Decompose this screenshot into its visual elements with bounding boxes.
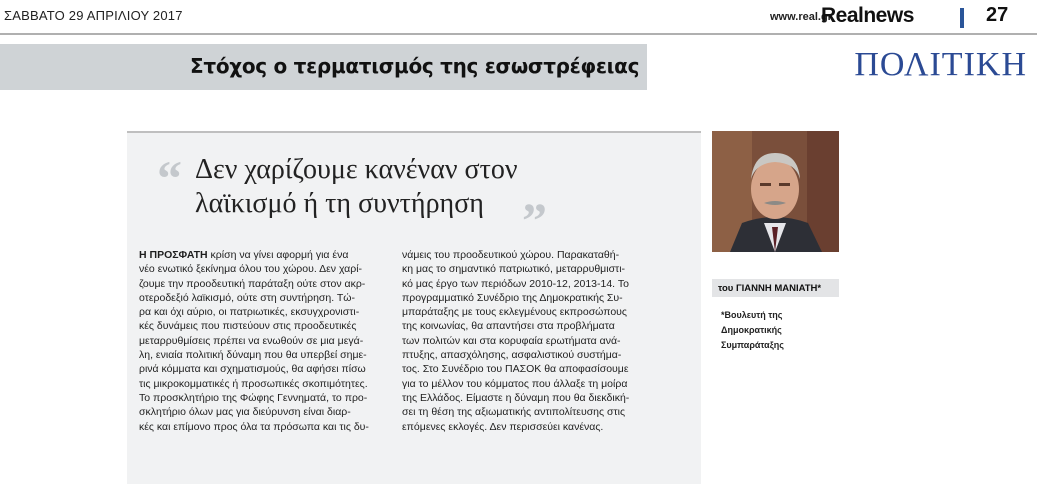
col2-line: μπαράταξης με τους εκλεγμένους εκπροσώπους	[402, 306, 627, 319]
brand-separator	[960, 8, 964, 28]
pull-quote-line-1: Δεν χαρίζουμε κανέναν στον	[195, 154, 518, 185]
col2-line: σει τη θέση της αξιωματικής αντιπολίτευσης στις	[402, 406, 626, 419]
article-column-1	[139, 248, 381, 434]
section-label-box	[647, 44, 1037, 90]
col1-line: ρα και όχι αύριο, οι πατριωτικές, εκσυγχρονιστι-	[139, 306, 360, 319]
issue-date: ΣΑΒΒΑΤΟ 29 ΑΠΡΙΛΙΟΥ 2017	[4, 8, 183, 23]
brand-rest: news	[863, 4, 914, 27]
col1-line: σκλητήριο όλων μας για διεύρυνση είναι διαρ-	[139, 406, 351, 419]
site-url[interactable]: www.real.gr	[770, 11, 832, 23]
col2-line: της κοινωνίας, θα απαντήσει στα προβλήματα	[402, 320, 615, 333]
role-line-3: Συμπαράταξης	[721, 340, 784, 350]
col2-line: επόμενες εκλογές. Δεν περισσεύει κανένας.	[402, 420, 604, 433]
header-rule	[0, 33, 1037, 35]
col2-line: της Ελλάδος. Είμαστε η δύναμη που θα διεκδική-	[402, 391, 630, 404]
col1-line: μεταρρυθμίσεις πρέπει να ενωθούν σε μια μεγά-	[139, 334, 364, 347]
col2-line: κη μας το σημαντικό πατριωτικό, μεταρρυθμιστι-	[402, 263, 626, 276]
col1-line: κές και επίμονο προς όλα τα πρόσωπα και τις δυ-	[139, 420, 369, 433]
col1-line: τις μικροκομματικές ή προσωπικές σκοπιμότητες.	[139, 377, 368, 390]
author-role	[721, 308, 831, 353]
brand-logo	[821, 4, 914, 28]
section-label: ΠΟΛΙΤΙΚΗ	[854, 46, 1027, 83]
col1-line: κές δυνάμεις που πιστεύουν στις προοδευτικές	[139, 320, 357, 333]
col1-line: οτεροδεξιό λαϊκισμό, ούτε στη συντήρηση. Τώ-	[139, 291, 355, 304]
col2-line: πτυξης, απασχόλησης, ασφαλιστικού συστήμα-	[402, 349, 622, 362]
page-number: 27	[986, 4, 1009, 26]
col1-line: ζουμε την προοδευτική παράταξη ούτε στον ακρ-	[139, 277, 366, 290]
role-line-1: *Βουλευτή της	[721, 310, 783, 320]
col1-line: Η ΠΡΟΣΦΑΤΗ κρίση να γίνει αφορμή για ένα	[139, 249, 349, 261]
article-box	[127, 131, 701, 484]
section-title: Στόχος ο τερματισμός της εσωστρέφειας	[190, 54, 640, 78]
quote-close-icon: ”	[522, 192, 547, 248]
col1-line: ρινά κόμματα και σχηματισμούς, θα αφήσει πίσω	[139, 363, 366, 376]
lead-word: Η ΠΡΟΣΦΑΤΗ	[139, 249, 208, 261]
brand-bold: Real	[821, 4, 864, 27]
author-byline	[712, 279, 839, 297]
col2-line: για το μέλλον του κόμματος που άλλαξε τη μοίρα	[402, 377, 628, 390]
col2-line: προγραμματικό Συνέδριο της Δημοκρατικής Συ-	[402, 291, 623, 304]
col2-line: τος. Στο Συνέδριο του ΠΑΣΟΚ θα αποφασίσουμε	[402, 363, 629, 376]
article-column-2	[402, 248, 644, 434]
col1-line: λη, ενιαία πολιτική δύναμη που θα υπερβεί σημε-	[139, 349, 367, 362]
col2-line: νάμεις του προοδευτικού χώρου. Παρακαταθή-	[402, 249, 620, 261]
portrait-photo-icon	[712, 131, 839, 252]
headline-band	[0, 44, 1037, 90]
col1-line: Το προσκλητήριο της Φώφης Γεννηματά, το προ-	[139, 391, 368, 404]
author-photo	[712, 131, 839, 252]
pull-quote-line-2: λαϊκισμό ή τη συντήρηση	[195, 188, 484, 219]
col1-line: νέο ενωτικό ξεκίνημα όλου του χώρου. Δεν χαρί-	[139, 263, 363, 276]
col2-line: κό μας έργο των περιόδων 2010-12, 2013-14. Το	[402, 277, 629, 290]
page-header	[0, 0, 1037, 34]
quote-open-icon: “	[157, 150, 182, 206]
col2-line: των πολιτών και στα κορυφαία ερωτήματα ανά-	[402, 334, 621, 347]
author-name: του ΓΙΑΝΝΗ ΜΑΝΙΑΤΗ*	[718, 283, 822, 294]
role-line-2: Δημοκρατικής	[721, 325, 782, 335]
